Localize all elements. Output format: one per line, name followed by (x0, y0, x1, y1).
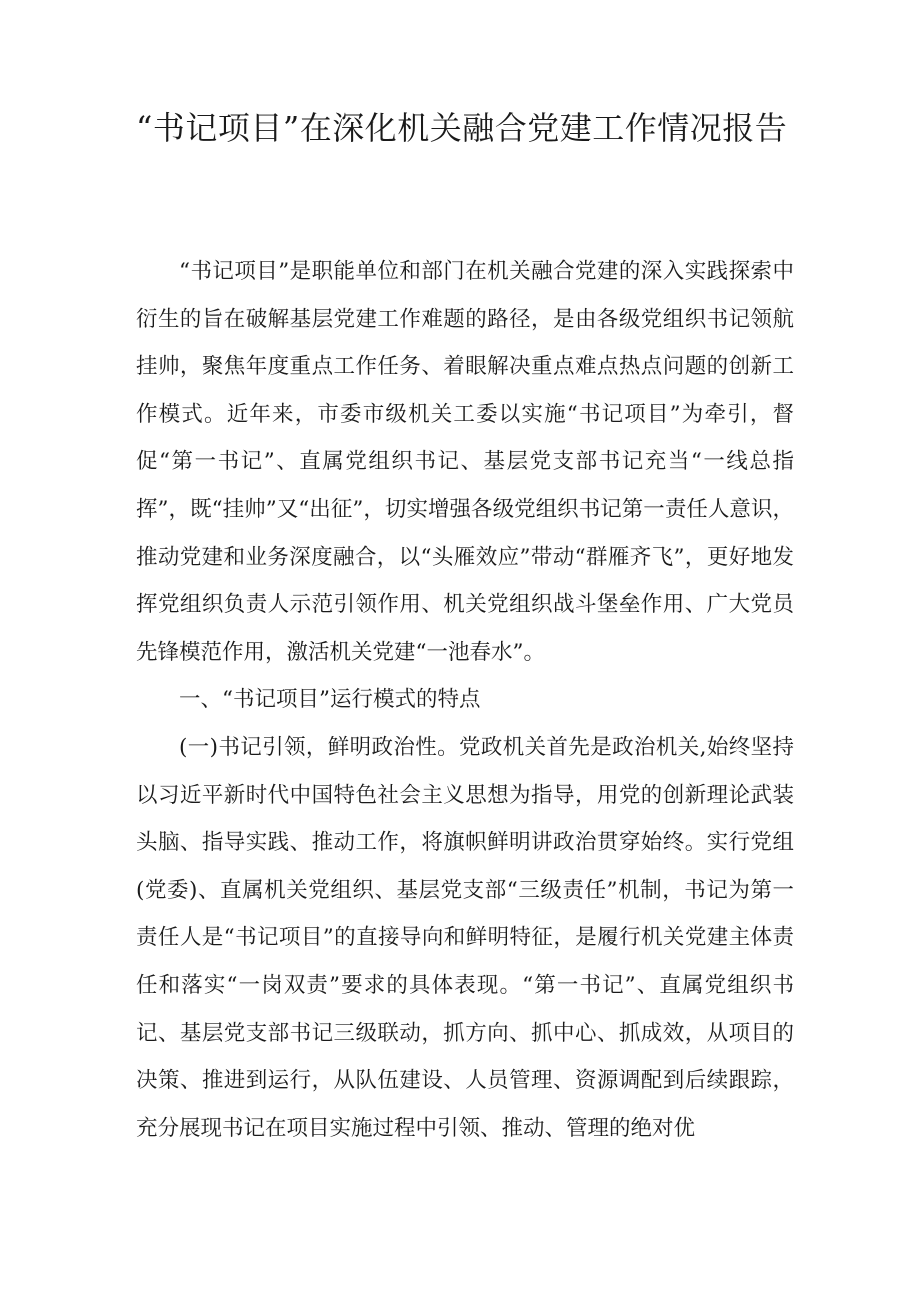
paragraph-section-1: (一)书记引领，鲜明政治性。党政机关首先是政治机关,始终坚持以习近平新时代中国特色社会主义思想为指导，用党的创新理论武装头脑、指导实践、推动工作，将旗帜鲜明讲政治贯穿始终。实行党组(党委)、直属机关党组织、基层党支部“三级责任”机制，书记为第一责任人是“书记项目”的直接导向和鲜明特征，是履行机关党建主体责任和落实“一岗双责”要求的具体表现。“第一书记”、直属党组织书记、基层党支部书记三级联动，抓方向、抓中心、抓成效，从项目的决策、推进到运行，从队伍建设、人员管理、资源调配到后续跟踪，充分展现书记在项目实施过程中引领、推动、管理的绝对优 (136, 734, 794, 1141)
section-heading: 一、“书记项目”运行模式的特点 (179, 687, 481, 713)
document-title: “书记项目”在深化机关融合党建工作情况报告 (136, 109, 788, 147)
paragraph-intro: “书记项目”是职能单位和部门在机关融合党建的深入实践探索中衍生的旨在破解基层党建工作难题的路径，是由各级党组织书记领航挂帅，聚焦年度重点工作任务、着眼解决重点难点热点问题的创新工作模式。近年来，市委市级机关工委以实施“书记项目”为牵引，督促“第一书记”、直属党组织书记、基层党支部书记充当“一线总指挥”，既“挂帅”又“出征”，切实增强各级党组织书记第一责任人意识，推动党建和业务深度融合，以“头雁效应”带动“群雁齐飞”，更好地发挥党组织负责人示范引领作用、机关党组织战斗堡垒作用、广大党员先锋模范作用，激活机关党建“一池春水”。 (136, 259, 794, 665)
document-body (136, 248, 794, 1152)
